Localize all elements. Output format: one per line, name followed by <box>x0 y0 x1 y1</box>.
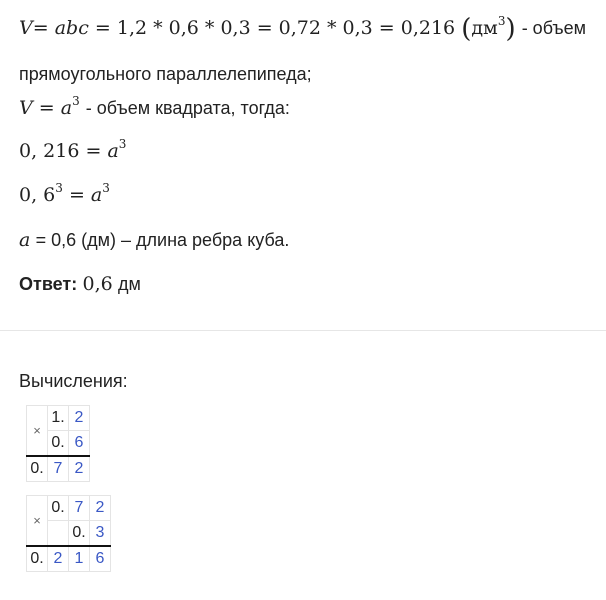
exponent: 3 <box>55 181 63 195</box>
answer-line <box>19 273 141 296</box>
digit-cell: 6 <box>69 431 90 457</box>
table-row <box>27 406 90 431</box>
answer-unit: дм <box>118 274 141 294</box>
digit-cell: 0. <box>48 431 69 457</box>
edge-length-line <box>19 229 289 252</box>
exponent: 3 <box>102 181 110 195</box>
table-row-total <box>27 546 111 572</box>
equals-sign: = <box>32 17 49 39</box>
volume-caption: - объем <box>521 18 587 38</box>
volume-caption-cont: прямоугольного параллелепипеда; <box>19 64 312 84</box>
exponent: 3 <box>118 137 127 151</box>
digit-cell: 0. <box>69 521 90 547</box>
multiplication-table-2 <box>26 495 111 572</box>
var-a: a <box>19 229 31 251</box>
multiply-sign: × <box>27 496 48 547</box>
exponent: 3 <box>72 94 80 108</box>
equation-line-1 <box>19 137 127 162</box>
equation-left: 0, 6 <box>19 184 56 206</box>
digit-cell: 3 <box>90 521 111 547</box>
digit-cell: 0. <box>48 496 69 521</box>
multiplication-table-1 <box>26 405 90 482</box>
unit-exponent: 3 <box>497 14 506 28</box>
equals-sign: = <box>68 184 85 206</box>
digit-cell: 2 <box>48 546 69 572</box>
volume-expression: = 1,2 * 0,6 * 0,3 = 0,72 * 0,3 = 0,216 <box>94 17 456 39</box>
table-row-total <box>27 456 90 482</box>
digit-cell: 0. <box>27 456 48 482</box>
var-a: a <box>60 97 73 119</box>
digit-cell: 1. <box>48 406 69 431</box>
var-v: V <box>19 17 33 39</box>
digit-cell: 2 <box>90 496 111 521</box>
volume-formula-line <box>19 14 586 44</box>
var-abc: abc <box>54 17 89 39</box>
edge-length-text: = 0,6 (дм) – длина ребра куба. <box>35 230 290 250</box>
unit-dm: дм <box>471 17 498 39</box>
digit-cell: 1 <box>69 546 90 572</box>
answer-label: Ответ: <box>19 274 78 294</box>
calc-heading: Вычисления: <box>19 371 128 391</box>
table-row <box>27 496 111 521</box>
var-v: V <box>19 97 33 119</box>
digit-cell: 6 <box>90 546 111 572</box>
empty-cell <box>48 521 69 547</box>
paren-open: ( <box>461 14 472 44</box>
section-divider <box>0 330 606 331</box>
var-a: a <box>107 140 119 162</box>
digit-cell: 0. <box>27 546 48 572</box>
equals-sign: = <box>38 97 55 119</box>
digit-cell: 2 <box>69 456 90 482</box>
equation-line-2 <box>19 181 110 206</box>
paren-close: ) <box>505 14 516 44</box>
cube-caption: - объем квадрата, тогда: <box>85 98 290 118</box>
answer-value: 0,6 <box>82 273 113 295</box>
digit-cell: 7 <box>48 456 69 482</box>
digit-cell: 7 <box>69 496 90 521</box>
digit-cell: 2 <box>69 406 90 431</box>
cube-formula-line <box>19 94 290 119</box>
var-a: a <box>90 184 103 206</box>
multiply-sign: × <box>27 406 48 457</box>
equation-left: 0, 216 = <box>19 140 102 162</box>
